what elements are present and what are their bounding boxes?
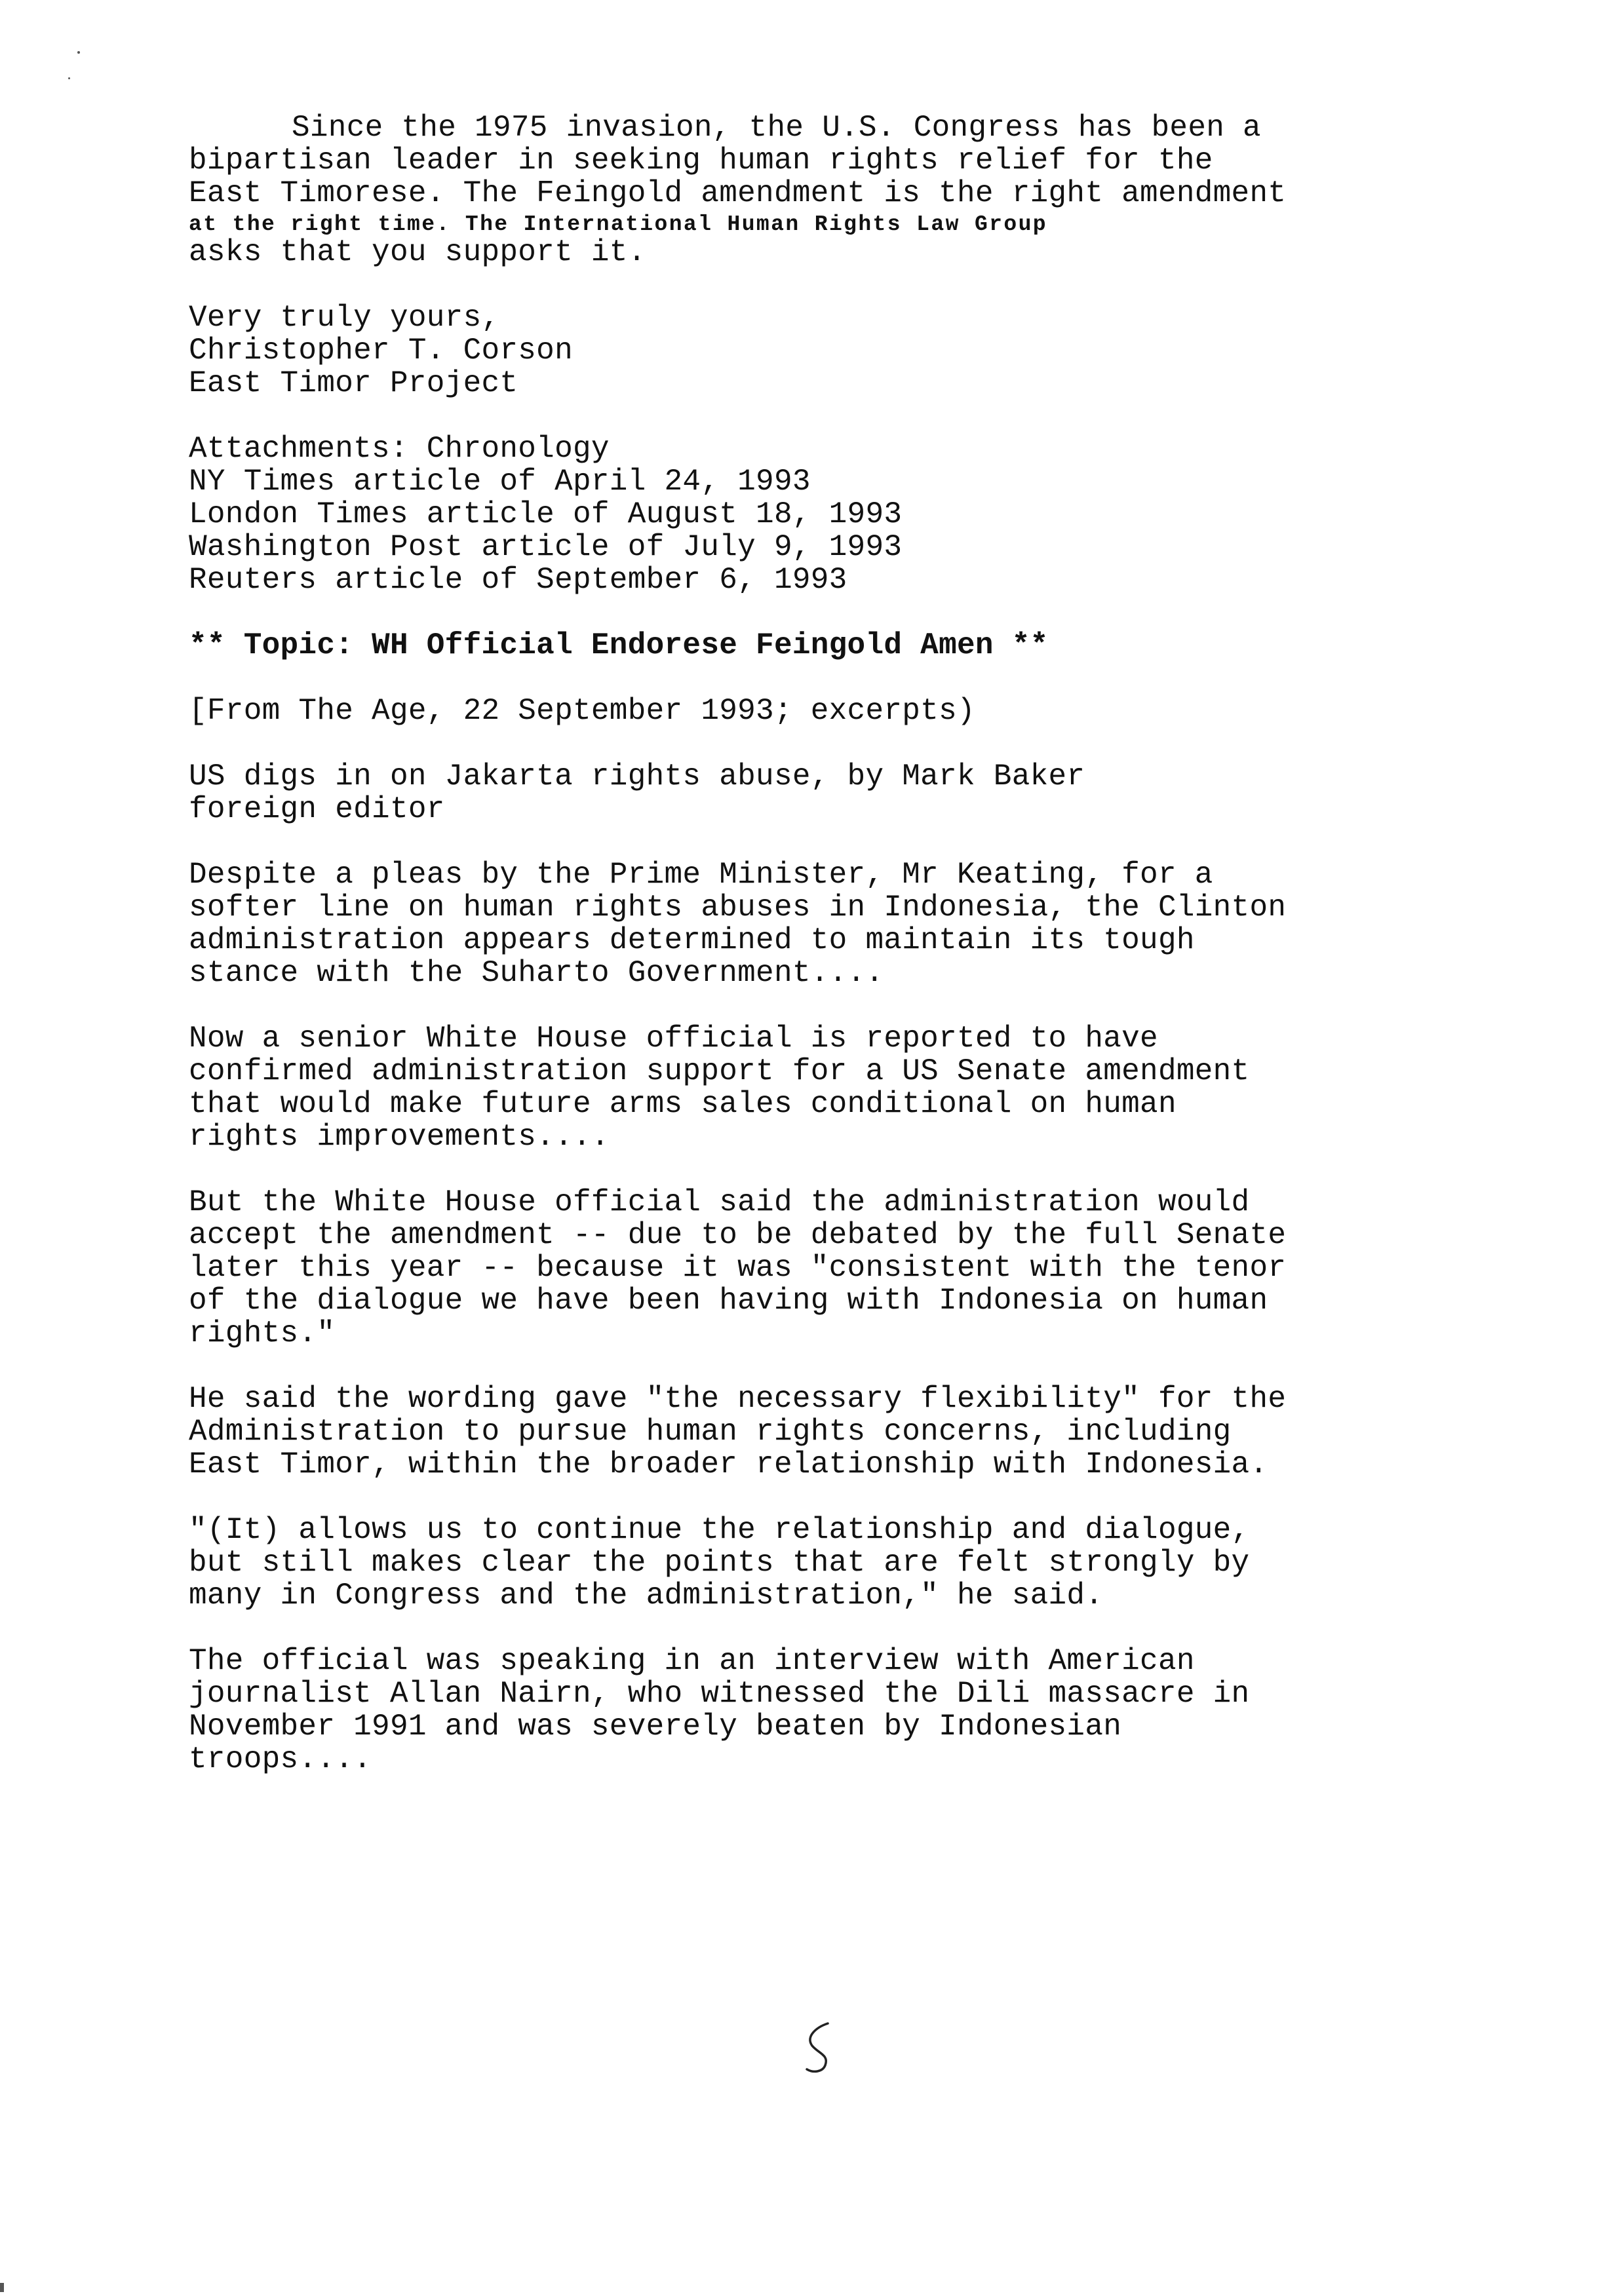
topic-heading: ** Topic: WH Official Endorese Feingold Amen ** [189, 628, 1049, 662]
article-line: He said the wording gave "the necessary flexibility" for the [189, 1382, 1287, 1416]
handwritten-page-number [796, 2018, 842, 2077]
article-line: Despite a pleas by the Prime Minister, Mr Keating, for a [189, 858, 1213, 892]
article-line: rights improvements.... [189, 1120, 610, 1154]
article-line: But the White House official said the administration would [189, 1185, 1250, 1219]
article-byline: foreign editor [189, 792, 445, 826]
article-line: November 1991 and was severely beaten by Indonesian [189, 1710, 1122, 1744]
article-headline: US digs in on Jakarta rights abuse, by Mark Baker [189, 759, 1085, 794]
article-line: later this year -- because it was "consistent with the tenor [189, 1251, 1287, 1285]
letter-line: bipartisan leader in seeking human rights relief for the [189, 144, 1213, 178]
attachment-item: London Times article of August 18, 1993 [189, 497, 903, 531]
attachment-item: NY Times article of April 24, 1993 [189, 465, 811, 499]
closing: Very truly yours, [189, 301, 500, 335]
article-line: Now a senior White House official is reported to have [189, 1022, 1158, 1056]
article-line: stance with the Suharto Government.... [189, 956, 884, 990]
letter-line: East Timorese. The Feingold amendment is the right amendment [189, 176, 1287, 210]
letter-line-small-type: at the right time. The International Human Rights Law Group [189, 212, 1047, 237]
signer-name: Christopher T. Corson [189, 334, 573, 368]
article-line: of the dialogue we have been having with Indonesia on human [189, 1284, 1268, 1318]
article-line: but still makes clear the points that are felt strongly by [189, 1546, 1250, 1580]
signer-org: East Timor Project [189, 366, 518, 400]
article-line: rights." [189, 1316, 336, 1350]
letter-line: Since the 1975 invasion, the U.S. Congress has been a [292, 111, 1261, 145]
article-line: that would make future arms sales conditional on human [189, 1087, 1177, 1121]
article-line: many in Congress and the administration," he said. [189, 1578, 1104, 1613]
article-line: "(It) allows us to continue the relationship and dialogue, [189, 1513, 1250, 1547]
source-line: [From The Age, 22 September 1993; excerpts) [189, 694, 975, 728]
attachment-item: Reuters article of September 6, 1993 [189, 563, 847, 597]
scan-speck [0, 2283, 4, 2292]
article-line: troops.... [189, 1742, 372, 1776]
article-line: accept the amendment -- due to be debated by the full Senate [189, 1218, 1287, 1252]
article-line: softer line on human rights abuses in Indonesia, the Clinton [189, 890, 1287, 925]
attachment-item: Washington Post article of July 9, 1993 [189, 530, 903, 564]
article-line: Administration to pursue human rights concerns, including [189, 1415, 1232, 1449]
article-line: confirmed administration support for a US Senate amendment [189, 1054, 1250, 1088]
scan-speck [68, 77, 70, 79]
attachments-heading: Attachments: Chronology [189, 432, 610, 466]
article-line: The official was speaking in an interview with American [189, 1644, 1195, 1678]
scan-speck [77, 51, 80, 54]
article-line: East Timor, within the broader relationship with Indonesia. [189, 1447, 1268, 1482]
article-line: journalist Allan Nairn, who witnessed the Dili massacre in [189, 1677, 1250, 1711]
article-line: administration appears determined to maintain its tough [189, 923, 1195, 957]
letter-line: asks that you support it. [189, 235, 646, 269]
